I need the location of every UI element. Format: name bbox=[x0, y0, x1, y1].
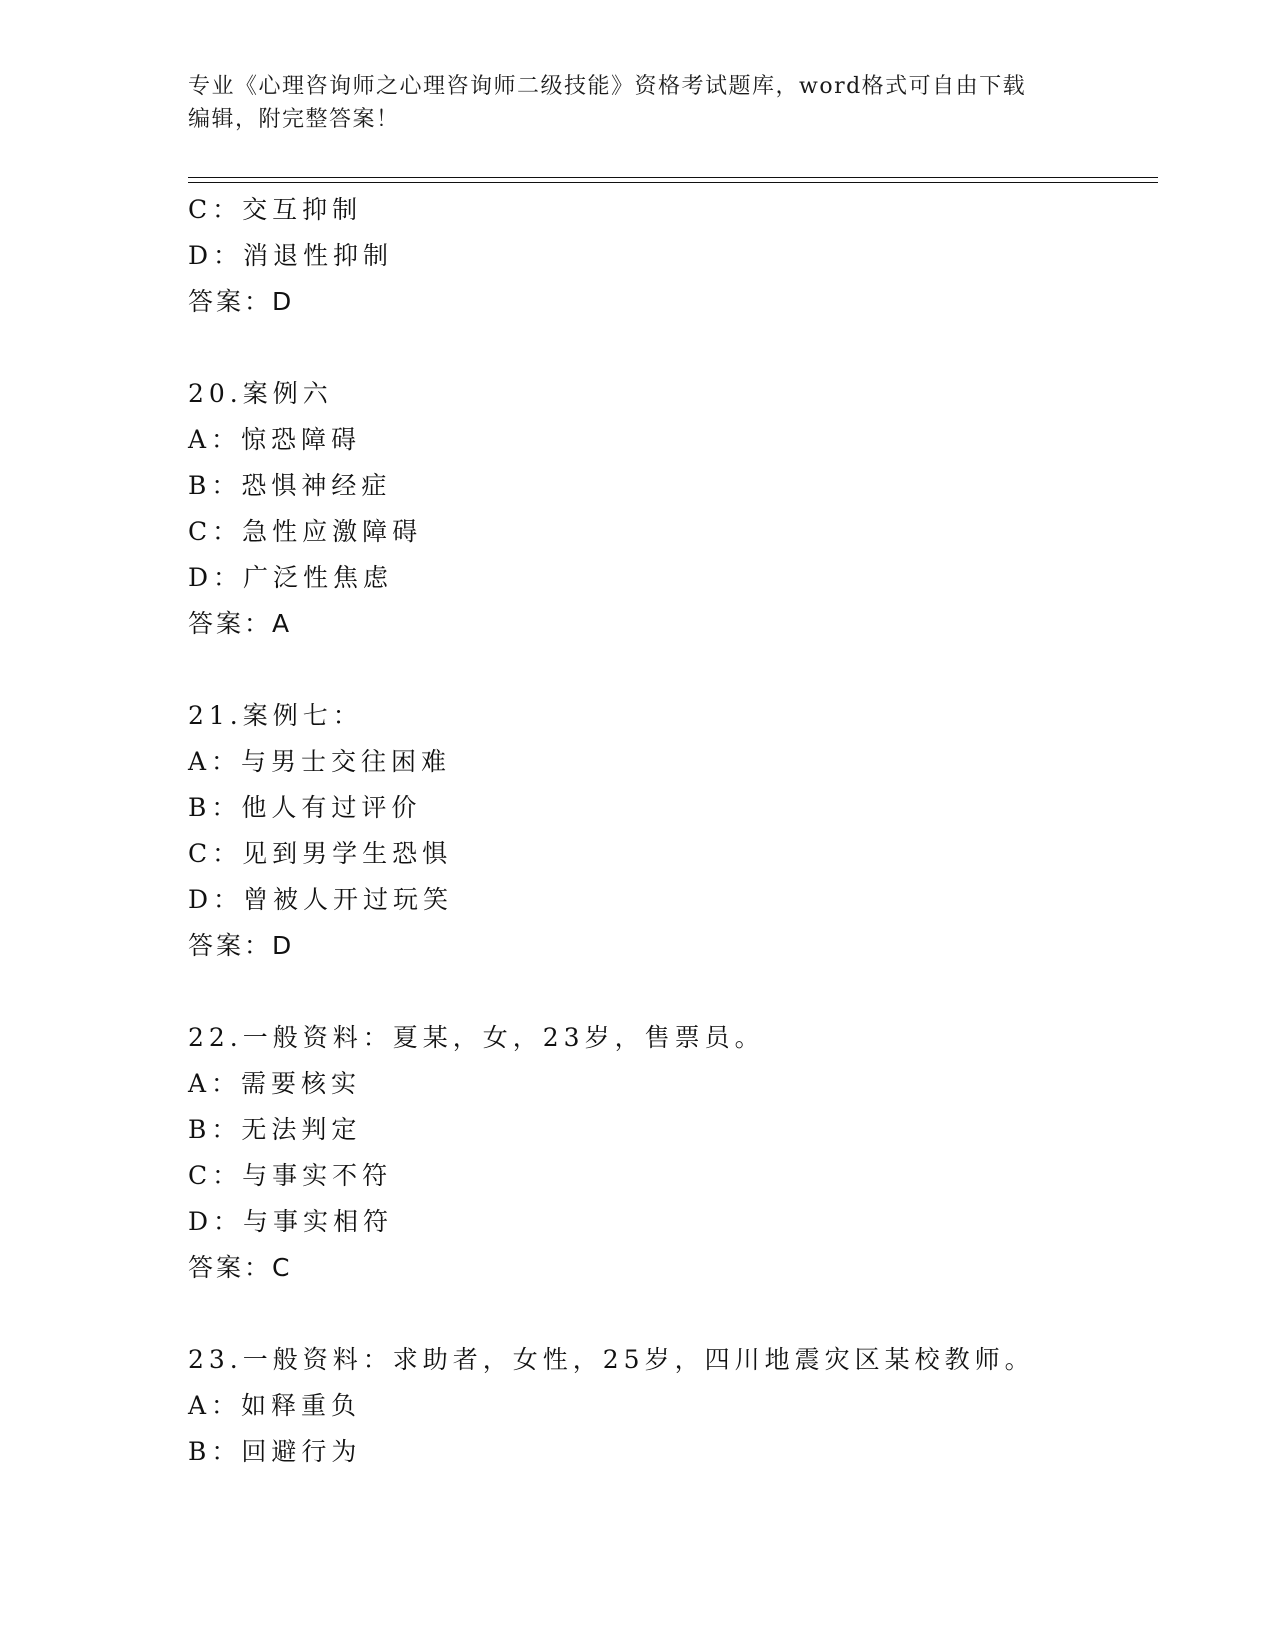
option-c: C：交互抑制 bbox=[188, 195, 363, 224]
spacer bbox=[188, 1291, 1148, 1337]
option-b: B：他人有过评价 bbox=[188, 793, 422, 822]
header-divider bbox=[188, 177, 1158, 183]
question-list bbox=[188, 187, 1148, 1475]
option-d: D：与事实相符 bbox=[188, 1207, 394, 1236]
document-header bbox=[188, 70, 1068, 136]
question-title: 22.一般资料：夏某，女，23岁，售票员。 bbox=[188, 1023, 765, 1052]
option-c: C：与事实不符 bbox=[188, 1161, 393, 1190]
spacer bbox=[188, 969, 1148, 1015]
question-title: 21.案例七： bbox=[188, 701, 363, 730]
option-d: D：广泛性焦虑 bbox=[188, 563, 394, 592]
answer-line: 答案：A bbox=[188, 609, 293, 638]
option-b: B：无法判定 bbox=[188, 1115, 362, 1144]
option-a: A：惊恐障碍 bbox=[188, 425, 362, 454]
option-d: D：曾被人开过玩笑 bbox=[188, 885, 454, 914]
question-title: 20.案例六 bbox=[188, 379, 333, 408]
answer-line: 答案：D bbox=[188, 931, 295, 960]
option-b: B：恐惧神经症 bbox=[188, 471, 392, 500]
question-title: 23.一般资料：求助者，女性，25岁，四川地震灾区某校教师。 bbox=[188, 1345, 1035, 1374]
option-a: A：需要核实 bbox=[188, 1069, 362, 1098]
header-line-2: 编辑，附完整答案！ bbox=[188, 107, 400, 132]
header-line-1: 专业《心理咨询师之心理咨询师二级技能》资格考试题库，word格式可自由下载 bbox=[188, 74, 1027, 99]
option-a: A：如释重负 bbox=[188, 1391, 362, 1420]
spacer bbox=[188, 647, 1148, 693]
option-c: C：急性应激障碍 bbox=[188, 517, 423, 546]
option-b: B：回避行为 bbox=[188, 1437, 362, 1466]
option-a: A：与男士交往困难 bbox=[188, 747, 452, 776]
option-c: C：见到男学生恐惧 bbox=[188, 839, 453, 868]
answer-line: 答案：C bbox=[188, 1253, 293, 1282]
answer-line: 答案：D bbox=[188, 287, 295, 316]
spacer bbox=[188, 325, 1148, 371]
option-d: D：消退性抑制 bbox=[188, 241, 394, 270]
